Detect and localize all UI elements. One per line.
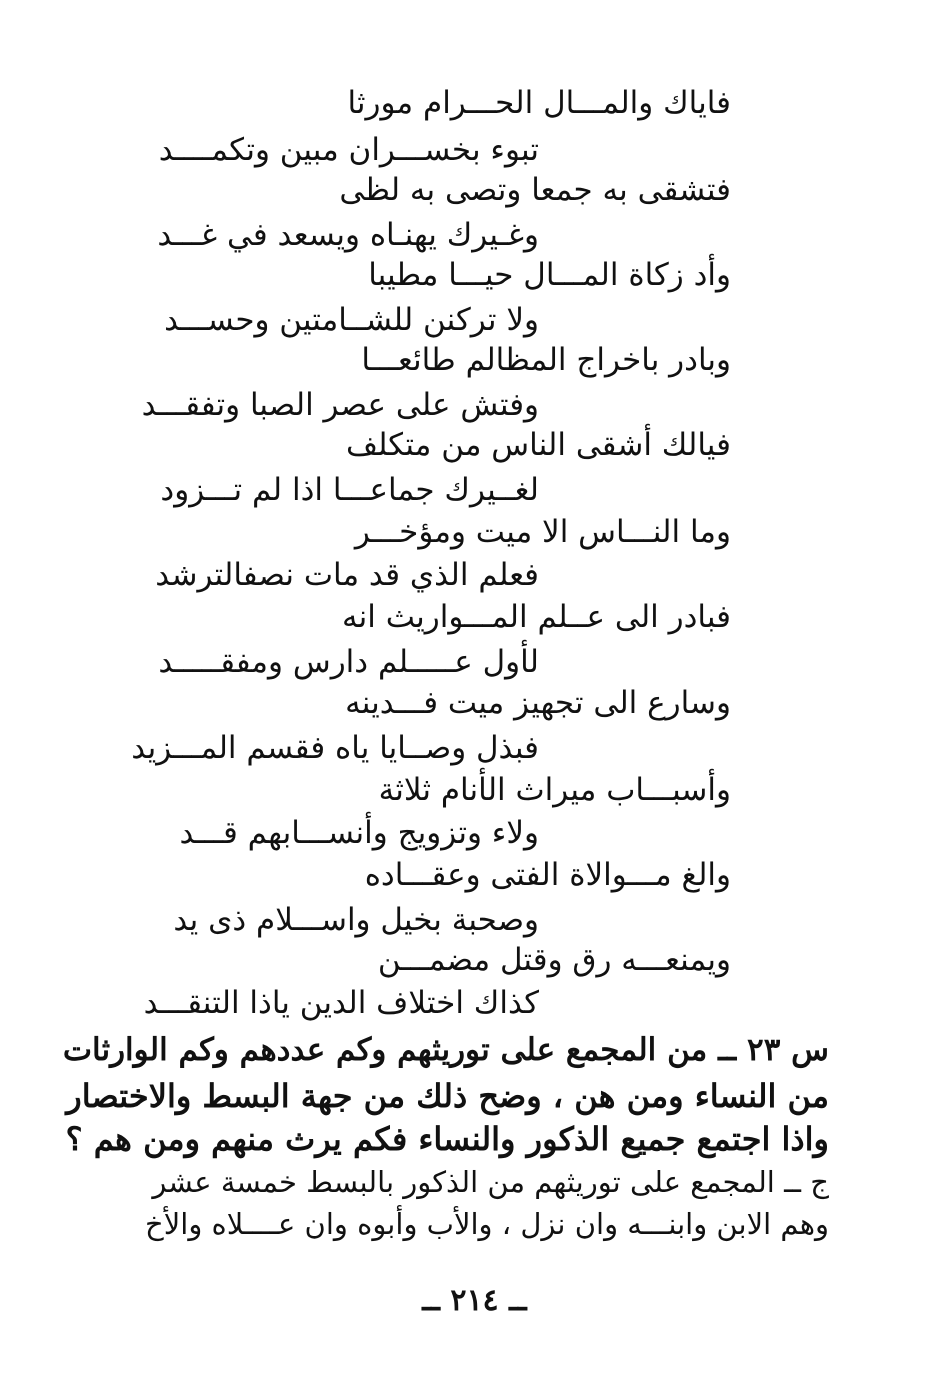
poem-line: تبوء بخســـران مبين وتكمــــد (158, 132, 539, 168)
poem-line: فتشقى به جمعا وتصى به لظى (339, 172, 731, 208)
question-line: من النساء ومن هن ، وضح ذلك من جهة البسط والاختصار (66, 1077, 829, 1115)
question-line: واذا اجتمع جميع الذكور والنساء فكم يرث منهم ومن هم ؟ (65, 1120, 829, 1158)
poem-line: والغ مـــوالاة الفتى وعقـــاده (364, 857, 731, 893)
poem-line: وأد زكاة المـــال حيـــا مطيبا (368, 257, 731, 293)
page-number: ــ ٢١٤ ــ (422, 1283, 527, 1318)
poem-line: كذاك اختلاف الدين ياذا التنقـــد (143, 985, 539, 1021)
poem-line: فبادر الى عــلم المـــواريث انه (341, 599, 731, 635)
poem-line: فيالك أشقى الناس من متكلف (345, 427, 731, 463)
question-line: س ٢٣ ــ من المجمع على توريثهم وكم عددهم وكم الوارثات (62, 1032, 829, 1068)
poem-line: لأول عـــــلم دارس ومفقـــــد (158, 644, 539, 680)
poem-line: وغـيرك يهنـاه ويسعد في غـــد (157, 217, 539, 253)
poem-line: ويمنعـــه رق وقتل مضمـــن (377, 942, 731, 978)
poem-line: فعلم الذي قد مات نصفالترشد (155, 557, 539, 593)
poem-line: فبذل وصــايا ياه فقسم المـــزيد (131, 730, 539, 766)
poem-line: لغــيرك جماعـــا اذا لم تـــزود (160, 472, 539, 508)
answer-line: ج ــ المجمع على توريثهم من الذكور بالبسط خمسة عشر (152, 1165, 829, 1199)
poem-line: وصحبة بخيل واســـلام ذى يد (173, 902, 539, 938)
poem-line: ولاء وتزويج وأنســـابهم قـــد (179, 815, 539, 851)
answer-line: وهم الابن وابنـــه وان نزل ، والأب وأبوه وان عــــلاه والأخ (145, 1207, 829, 1241)
poem-line: ولا تركنن للشــامتين وحســـد (164, 302, 539, 338)
poem-line: وسارع الى تجهيز ميت فـــدينه (345, 685, 731, 721)
poem-line: فاياك والمـــال الحـــرام مورثا (347, 85, 731, 121)
poem-line: وأسبـــاب ميراث الأنام ثلاثة (378, 772, 731, 808)
poem-line: وفتش على عصر الصبا وتفقـــد (141, 387, 539, 423)
poem-line: وما النـــاس الا ميت ومؤخـــر (354, 514, 731, 550)
poem-line: وبادر باخراج المظالم طائعـــا (361, 342, 731, 378)
